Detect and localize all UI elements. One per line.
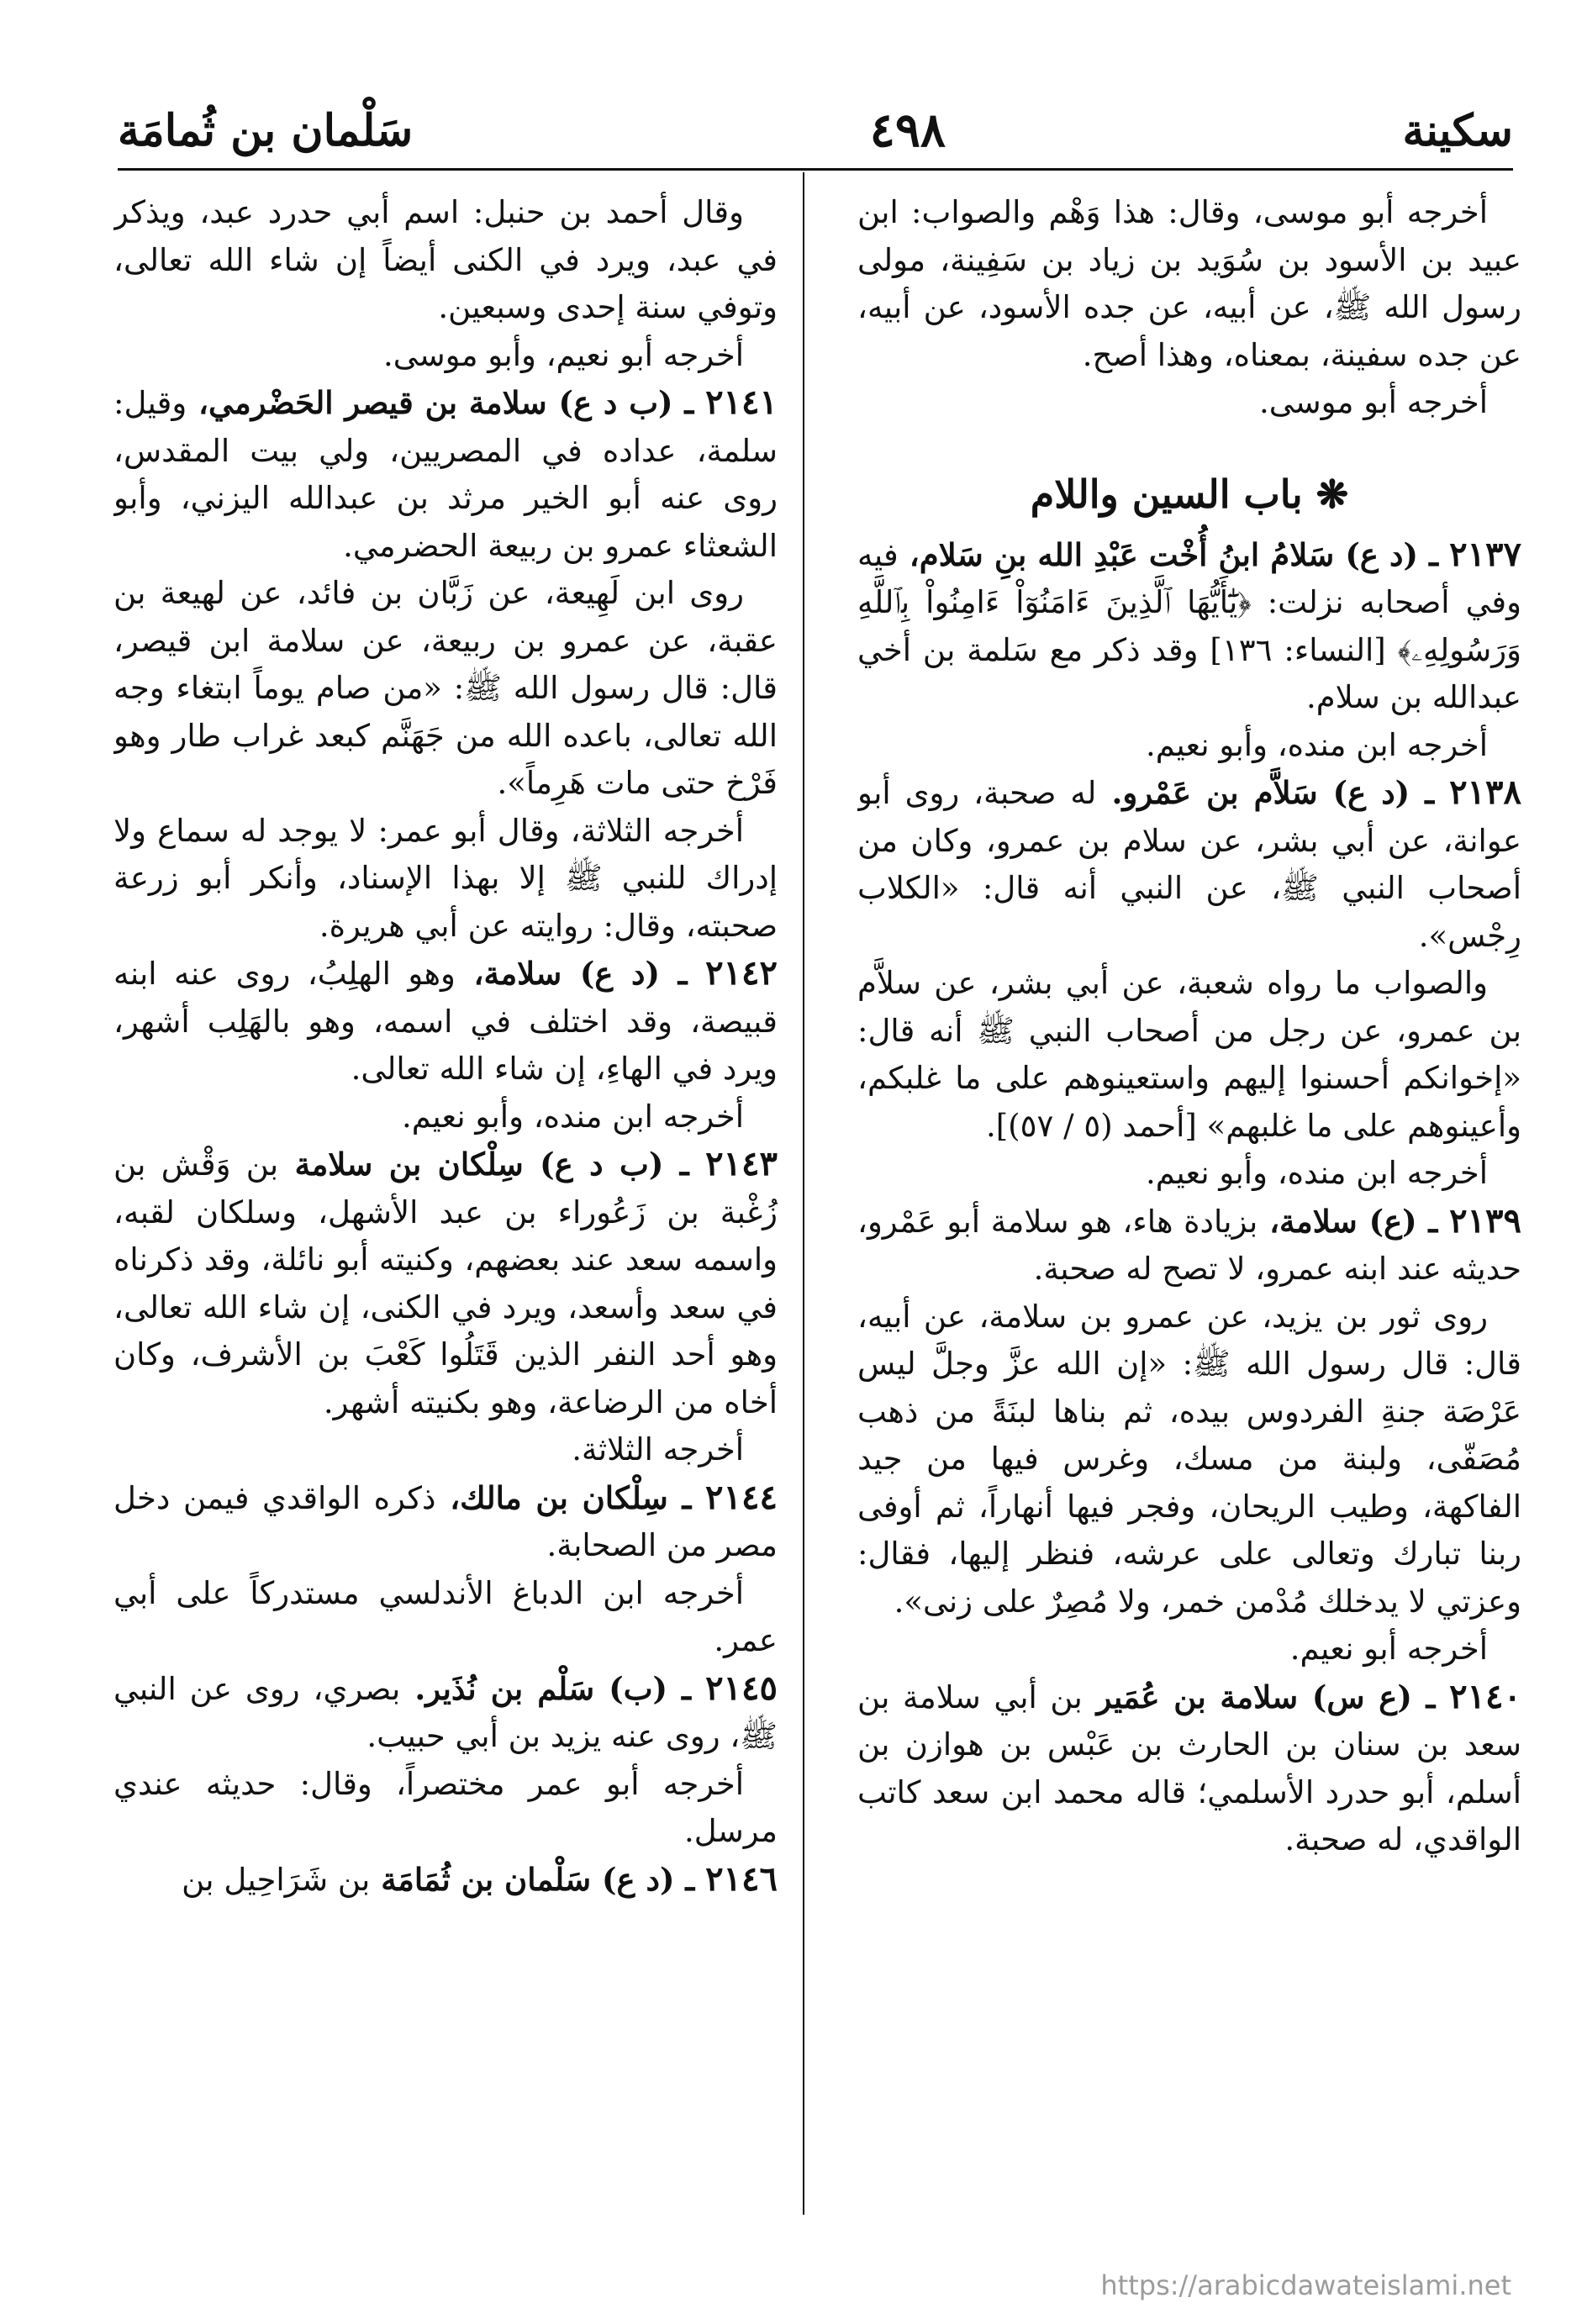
entry-number: ٢١٣٧ bbox=[1449, 534, 1521, 574]
entry-number: ٢١٤٣ bbox=[705, 1144, 778, 1183]
entry-heading: ـ (د ع) سَلاَّم بن عَمْرو. bbox=[1096, 774, 1450, 811]
entry-number: ٢١٤١ bbox=[705, 382, 778, 422]
paragraph-text: وقيل: سلمة، عداده في المصريين، ولي بيت المقدس، روى عنه أبو الخير مرثد بن عبدالله اليزني، وأبو الشعثاء عمرو بن ربيعة الحضرمي. bbox=[113, 385, 778, 564]
section-heading: ❋ باب السين واللام bbox=[1030, 471, 1349, 517]
paragraph bbox=[857, 379, 1521, 427]
paragraph bbox=[857, 1626, 1521, 1673]
entry-heading: ـ سِلْكان بن مالك، bbox=[435, 1478, 706, 1516]
paragraph bbox=[857, 960, 1521, 1150]
entry-number: ٢١٤٦ bbox=[705, 1858, 778, 1899]
paragraph bbox=[113, 1570, 778, 1665]
entry bbox=[113, 379, 778, 570]
paragraph-text: بزيادة هاء، هو سلامة أبو عَمْرو، حديثه عند ابنه عمرو، لا تصح له صحبة. bbox=[857, 1203, 1521, 1287]
entry-number: ٢١٣٨ bbox=[1449, 772, 1521, 812]
page-number: ٤٩٨ bbox=[869, 103, 946, 158]
entry-number: ٢١٤٤ bbox=[705, 1477, 778, 1517]
paragraph-text: بن أبي سلامة بن سعد بن سنان بن الحارث بن عَبْس بن هوازن بن أسلم، أبو حدرد الأسلمي؛ قاله محمد ابن سعد كاتب الواقدي، له صحبة. bbox=[857, 1678, 1521, 1858]
entry bbox=[113, 1474, 778, 1570]
entry-heading: ـ (ب) سَلْم بن نُذَير. bbox=[400, 1669, 706, 1707]
paragraph-text: بن وَقْش بن زُغْبة بن زَعُوراء بن عبد الأشهل، وسلكان لقبه، واسمه سعد عند بعضهم، وكنيته أبو نائلة، وقد ذكرناه في سعد وأسعد، ويرد في الكنى، إن شاء الله تعالى، وهو أحد النفر الذين قَتَلُوا كَعْبَ بن الأشرف، وكان أخاه من الرضاعة، وهو بكنيته أشهر. bbox=[113, 1146, 778, 1420]
entry-number: ٢١٣٩ bbox=[1449, 1200, 1521, 1241]
paragraph bbox=[113, 189, 778, 332]
paragraph bbox=[857, 722, 1521, 770]
paragraph-text: أخرجه أبو عمر مختصراً، وقال: حديثه عندي مرسل. bbox=[113, 1765, 778, 1849]
entry bbox=[857, 1673, 1521, 1864]
entry-heading: ـ (د ع) سَلامُ ابنُ أُخْت عَبْدِ الله بنِ سَلام، bbox=[898, 535, 1450, 573]
entry bbox=[857, 531, 1521, 722]
entry-heading: ـ (د ع) سلامة، bbox=[455, 955, 706, 992]
entry-heading: ـ (ع س) سلامة بن عُمَير bbox=[1082, 1678, 1450, 1715]
paragraph-text: أخرجه ابن منده، وأبو نعيم. bbox=[401, 1098, 744, 1135]
entry-number: ٢١٤٥ bbox=[705, 1668, 778, 1708]
paragraph-text: ذكره الواقدي فيمن دخل مصر من الصحابة. bbox=[113, 1479, 778, 1563]
paragraph bbox=[113, 1093, 778, 1141]
paragraph-text: بن شَرَاحِيل بن bbox=[182, 1861, 371, 1898]
paragraph bbox=[113, 1761, 778, 1856]
header-rule bbox=[118, 168, 1513, 171]
paragraph bbox=[857, 1294, 1521, 1626]
paragraph bbox=[113, 332, 778, 380]
paragraph-text: أخرجه الثلاثة، وقال أبو عمر: لا يوجد له سماع ولا إدراك للنبي ﷺ إلا بهذا الإسناد، وأنكر أبو زرعة صحبته، وقال: روايته عن أبي هريرة. bbox=[113, 812, 778, 944]
paragraph-text: روى ثور بن يزيد، عن عمرو بن سلامة، عن أبيه، قال: قال رسول الله ﷺ: «إن الله عزَّ وجلَّ ليس عَرْصَة جنةِ الفردوس بيده، ثم بناها لبنَةً من ذهب مُصَفّى، ولبنة من مسك، وغرس فيها من جيد الفاكهة، وطيب الريحان، وفجر فيها أنهاراً، ثم أوفى ربنا تبارك وتعالى على عرشه، فنظر إليها، فقال: وعزتي لا يدخلك مُدْمن خمر، ولا مُصِرٌ على زنى». bbox=[857, 1298, 1521, 1620]
entry-heading: ـ (ب د ع) سِلْكان بن سلامة bbox=[278, 1146, 706, 1183]
paragraph bbox=[857, 189, 1521, 379]
entry-number: ٢١٤٠ bbox=[1449, 1676, 1521, 1716]
entry bbox=[857, 769, 1521, 960]
watermark-url: https://arabicdawateislami.net bbox=[1100, 2269, 1511, 2301]
paragraph bbox=[113, 1426, 778, 1474]
left-column bbox=[113, 189, 778, 2223]
paragraph-text: وقال أحمد بن حنبل: اسم أبي حدرد عبد، ويذكر في عبد، ويرد في الكنى أيضاً إن شاء الله تعالى، وتوفي سنة إحدى وسبعين. bbox=[113, 194, 778, 325]
paragraph bbox=[113, 808, 778, 951]
paragraph-text: وهو الهلِبُ، روى عنه ابنه قبيصة، وقد اختلف في اسمه، وهو بالهَلِب أشهر، ويرد في الهاءِ، إن شاء الله تعالى. bbox=[113, 956, 778, 1087]
paragraph-text: بصري، روى عن النبي ﷺ، روى عنه يزيد بن أبي حبيب. bbox=[113, 1670, 778, 1754]
paragraph-text: والصواب ما رواه شعبة، عن أبي بشر، عن سلاَّم بن عمرو، عن رجل من أصحاب النبي ﷺ أنه قال: «إخوانكم أحسنوا إليهم واستعينوهم على ما غلبكم، وأعينوهم على ما غلبهم» [أحمد (٥ / ٥٧)]. bbox=[857, 965, 1521, 1144]
entry-heading: ـ (ع) سلامة، bbox=[1257, 1202, 1450, 1240]
entry bbox=[113, 1856, 778, 1905]
paragraph bbox=[857, 1150, 1521, 1198]
column-divider bbox=[803, 172, 804, 2215]
paragraph-text: أخرجه أبو موسى، وقال: هذا وَهْم والصواب: ابن عبيد بن الأسود بن سُوَيد بن زياد بن سَفِينة، مولى رسول الله ﷺ، عن أبيه، عن جده الأسود، عن أبيه، عن جده سفينة، بمعناه، وهذا أصح. bbox=[857, 194, 1521, 373]
entry-heading: ـ (ب د ع) سلامة بن قيصر الحَضْرمي، bbox=[187, 384, 706, 421]
running-title-left: سَلْمان بن ثُمامَة bbox=[118, 104, 414, 156]
entry bbox=[857, 1198, 1521, 1294]
entry bbox=[113, 950, 778, 1093]
paragraph-text: أخرجه ابن منده، وأبو نعيم. bbox=[1145, 1155, 1488, 1191]
paragraph bbox=[113, 570, 778, 808]
paragraph-text: له صحبة، روى أبو عوانة، عن أبي بشر، عن سلام بن عمرو، وكان من أصحاب النبي ﷺ، عن النبي أنه قال: «الكلاب رِجْس». bbox=[857, 775, 1521, 954]
entry-heading: ـ (د ع) سَلْمان بن ثُمَامَة bbox=[370, 1860, 706, 1898]
paragraph-text: أخرجه أبو نعيم. bbox=[1289, 1631, 1488, 1667]
paragraph-text: فيه وفي أصحابه نزلت: ﴿يَٰٓأَيُّهَا ٱلَّذِينَ ءَامَنُوٓاْ ءَامِنُواْ بِٱللَّهِ وَرَسُولِهِۦ﴾ [النساء: ١٣٦] وقد ذكر مع سَلمة بن أخي عبدالله بن سلام. bbox=[857, 536, 1521, 715]
entry bbox=[113, 1141, 778, 1426]
right-column bbox=[857, 189, 1521, 2223]
paragraph-text: أخرجه ابن منده، وأبو نعيم. bbox=[1145, 726, 1488, 763]
paragraph-text: روى ابن لَهِيعة، عن زَبَّان بن فائد، عن لهيعة بن عقبة، عن عمرو بن ربيعة، عن سلامة ابن قيصر، قال: قال رسول الله ﷺ: «من صام يوماً ابتغاء وجه الله تعالى، باعده الله من جَهَنَّم كبعد غراب طار وهو فَرْخ حتى مات هَرِماً». bbox=[113, 575, 778, 801]
running-title-right: سكينة bbox=[1402, 104, 1513, 156]
page-header bbox=[118, 97, 1513, 164]
entry bbox=[113, 1665, 778, 1761]
entry-number: ٢١٤٢ bbox=[705, 953, 778, 993]
paragraph-text: أخرجه أبو موسى. bbox=[1258, 384, 1488, 420]
paragraph-text: أخرجه الثلاثة. bbox=[572, 1431, 744, 1468]
paragraph-text: أخرجه ابن الدباغ الأندلسي مستدركاً على أبي عمر. bbox=[113, 1574, 778, 1658]
paragraph-text: أخرجه أبو نعيم، وأبو موسى. bbox=[383, 336, 744, 373]
